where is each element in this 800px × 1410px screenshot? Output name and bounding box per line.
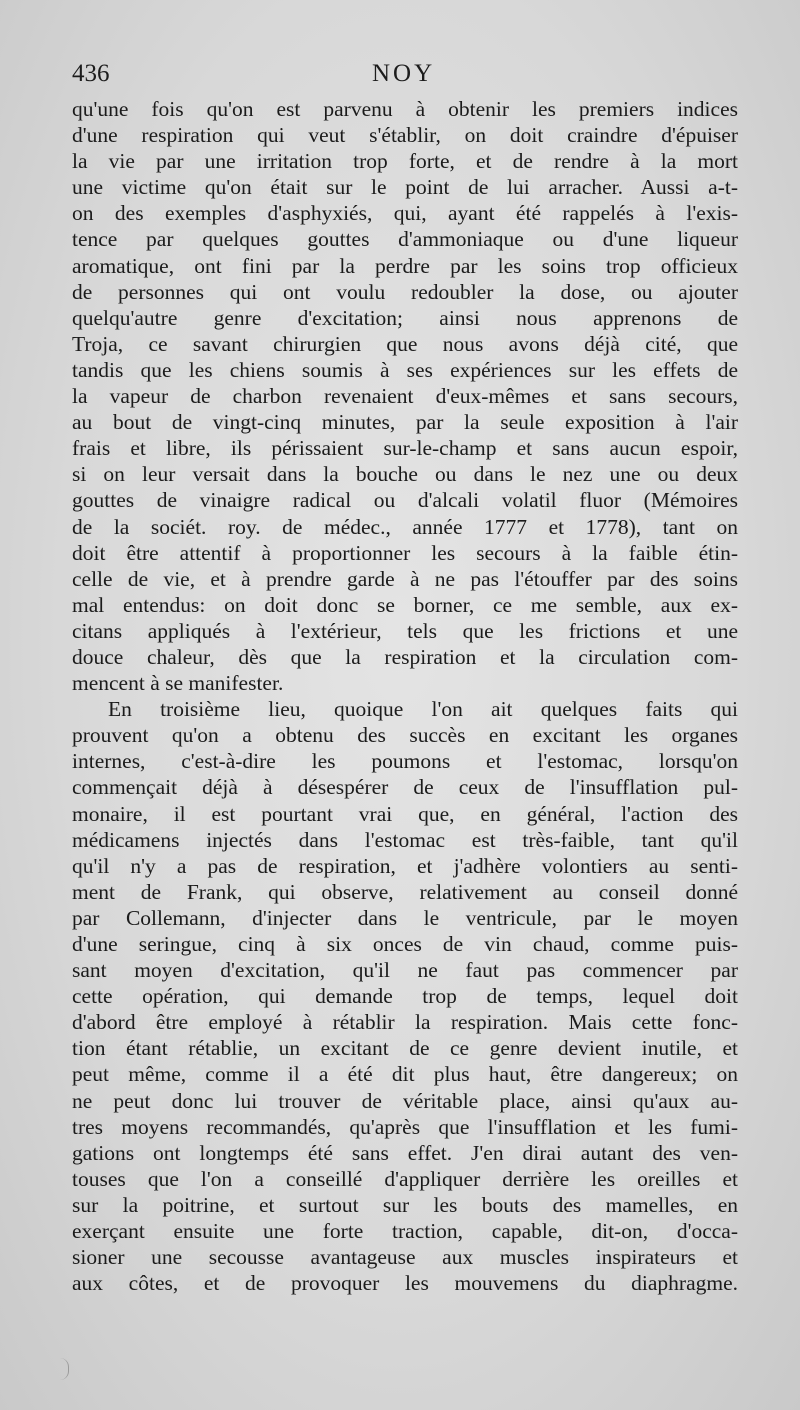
text-line: mal entendus: on doit donc se borner, ce me semble, aux ex- [72,592,738,617]
text-line: touses que l'on a conseillé d'appliquer derrière les oreilles et [72,1166,738,1191]
text-line: citans appliqués à l'extérieur, tels que les frictions et une [72,618,738,643]
text-line: En troisième lieu, quoique l'on ait quelques faits qui [108,697,738,722]
text-line: sur la poitrine, et surtout sur les bouts des mamelles, en [72,1192,738,1217]
text-line: la vapeur de charbon revenaient d'eux-mêmes et sans secours, [72,384,738,409]
text-line: exerçant ensuite une forte traction, capable, dit-on, d'occa- [72,1219,738,1244]
text-line: internes, c'est-à-dire les poumons et l'estomac, lorsqu'on [72,749,738,774]
text-line: Troja, ce savant chirurgien que nous avons déjà cité, que [72,331,738,356]
text-line: peut même, comme il a été dit plus haut, être dangereux; on [72,1062,738,1087]
text-line: ment de Frank, qui observe, relativement au conseil donné [72,879,738,904]
page-header [72,60,738,92]
text-line: qu'il n'y a pas de respiration, et j'adhère volontiers au senti- [72,853,738,878]
text-line: tres moyens recommandés, qu'après que l'insufflation et les fumi- [72,1114,738,1139]
text-line: qu'une fois qu'on est parvenu à obtenir les premiers indices [72,97,738,121]
text-line: aromatique, ont fini par la perdre par les soins trop officieux [72,253,738,278]
text-line: gouttes de vinaigre radical ou d'alcali volatil fluor (Mémoires [72,488,738,513]
text-line: douce chaleur, dès que la respiration et la circulation com- [72,644,738,669]
text-line: une victime qu'on était sur le point de lui arracher. Aussi a-t- [72,175,738,200]
text-line: aux côtes, et de provoquer les mouvemens du diaphragme. [72,1271,738,1296]
text-line: commençait déjà à désespérer de ceux de l'insufflation pul- [72,775,738,800]
stray-pen-mark [60,1358,69,1380]
text-line: de personnes qui ont voulu redoubler la dose, ou ajouter [72,279,738,304]
running-head: NOY [372,60,436,87]
page-number: 436 [72,60,110,87]
text-line: prouvent qu'on a obtenu des succès en excitant les organes [72,723,738,748]
text-line: au bout de vingt-cinq minutes, par la seule exposition à l'air [72,410,738,435]
body-text [72,96,738,1296]
text-line: on des exemples d'asphyxiés, qui, ayant été rappelés à l'exis- [72,201,738,226]
text-line: doit être attentif à proportionner les secours à la faible étin- [72,540,738,565]
text-line: d'une seringue, cinq à six onces de vin chaud, comme puis- [72,932,738,956]
text-line: d'une respiration qui veut s'établir, on doit craindre d'épuiser [72,123,738,148]
text-line: tion étant rétablie, un excitant de ce genre devient inutile, et [72,1036,738,1061]
text-line: quelqu'autre genre d'excitation; ainsi nous apprenons de [72,305,738,330]
text-line: gations ont longtemps été sans effet. J'en dirai autant des ven- [72,1140,738,1165]
text-line: la vie par une irritation trop forte, et de rendre à la mort [72,149,738,174]
text-line: sioner une secousse avantageuse aux muscles inspirateurs et [72,1245,738,1270]
text-line: si on leur versait dans la bouche ou dans le nez une ou deux [72,462,738,487]
text-line: par Collemann, d'injecter dans le ventricule, par le moyen [72,905,738,930]
text-line: médicamens injectés dans l'estomac est très-faible, tant qu'il [72,827,738,852]
text-line: mencent à se manifester. [72,671,284,696]
text-line: frais et libre, ils périssaient sur-le-champ et sans aucun espoir, [72,436,738,461]
text-line: cette opération, qui demande trop de temps, lequel doit [72,984,738,1009]
text-line: ne peut donc lui trouver de véritable place, ainsi qu'aux au- [72,1088,738,1113]
text-line: d'abord être employé à rétablir la respiration. Mais cette fonc- [72,1010,738,1035]
text-line: celle de vie, et à prendre garde à ne pas l'étouffer par des soins [72,566,738,591]
text-line: tence par quelques gouttes d'ammoniaque ou d'une liqueur [72,227,738,252]
text-line: sant moyen d'excitation, qu'il ne faut pas commencer par [72,958,738,983]
text-line: de la sociét. roy. de médec., année 1777 et 1778), tant on [72,514,738,539]
text-line: monaire, il est pourtant vrai que, en général, l'action des [72,801,738,826]
text-line: tandis que les chiens soumis à ses expériences sur les effets de [72,357,738,382]
